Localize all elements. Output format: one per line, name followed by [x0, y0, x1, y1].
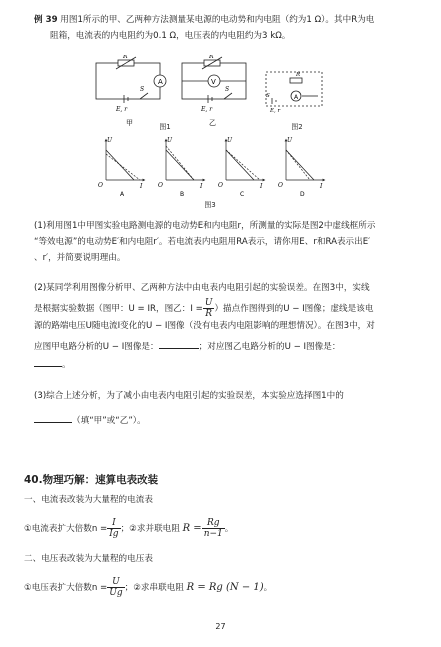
- f2-fraction: [107, 577, 124, 598]
- graph-b-x-label: I: [200, 183, 203, 190]
- section-40-sub2: 二、电压表改装为大量程的电压表: [24, 554, 153, 564]
- section-40-sub1: 一、电流表改装为大量程的电流表: [24, 495, 153, 505]
- f1-num: I: [107, 518, 120, 529]
- q2-line4-b: ；对应图乙电路分析的U − I图像是：: [198, 342, 341, 352]
- q2-line4-a: 应图甲电路分析的U − I图像是：: [34, 342, 159, 352]
- question-1: [34, 220, 429, 268]
- q2-line2-start: 是根据实验数据（图甲：U = IR，图乙：I =: [34, 304, 203, 314]
- example-line1: 用图1所示的甲、乙两种方法测量某电源的电动势和内电阻（约为1 Ω）。其中R为电: [60, 15, 375, 25]
- graph-c: [226, 140, 264, 180]
- f1-den: Ig: [109, 529, 119, 539]
- question-3: [34, 390, 429, 428]
- switch-label: S: [140, 86, 145, 93]
- formula-2: [24, 575, 272, 601]
- q1-line1: (1)利用图1中甲图实验电路测电源的电动势E和内电阻r，所测量的实际是图2中虚线框所示: [34, 221, 376, 231]
- q2-line5-end: 。: [62, 360, 71, 370]
- figure-3-graphs: [96, 136, 336, 198]
- q3-answer-blank[interactable]: [34, 412, 72, 423]
- q1-line3: 、r′，并简要说明理由。: [34, 253, 126, 263]
- circuit-jia: [96, 57, 166, 103]
- figure-2-circuit: [262, 68, 332, 114]
- q2-frac-den: R: [205, 309, 213, 319]
- f1-r-fraction: [202, 518, 225, 539]
- graph-b-y-label: U: [167, 137, 173, 144]
- resistor-label: R: [123, 55, 128, 60]
- question-2: [34, 282, 429, 374]
- section-40-title: 40.物理巧解：速算电表改装: [24, 474, 159, 486]
- f2-R: R = Rg (N − 1): [186, 582, 264, 593]
- f2-part-a: ①电压表扩大倍数n =: [24, 583, 108, 593]
- f1-r-num: Rg: [202, 518, 225, 529]
- graph-d-y-label: U: [287, 137, 293, 144]
- f1-R: R =: [182, 523, 202, 534]
- f1-part-b: ；②求并联电阻: [120, 524, 180, 534]
- graph-d: [286, 140, 324, 180]
- f1-part-c: 。: [224, 524, 234, 534]
- q2-line2-end: ）描点作图得到的U − I图像；虚线是该电: [214, 304, 374, 314]
- jia-label: 甲: [126, 119, 133, 127]
- f2-den: Ug: [109, 588, 123, 598]
- q3-line2: （填“甲”或“乙”）。: [72, 416, 146, 426]
- voltmeter-label: V: [211, 78, 216, 86]
- graph-b-origin: O: [158, 182, 163, 189]
- fig2-switch-label: S: [266, 93, 270, 99]
- graph-d-letter: D: [300, 191, 305, 198]
- switch-label-yi: S: [225, 86, 230, 93]
- graph-b-letter: B: [180, 191, 185, 198]
- graph-a-origin: O: [98, 182, 103, 189]
- f2-part-b: ；②求串联电阻: [124, 583, 184, 593]
- q1-line2: “等效电源”的电动势E′和内电阻r′。若电流表内电阻用RA表示，请你用E、r和RA表示出E′: [34, 237, 371, 247]
- graph-b: [166, 140, 204, 180]
- f1-r-den: n−1: [203, 529, 223, 539]
- figure-2-caption: 图2: [291, 123, 303, 131]
- q2-answer-blank-2[interactable]: [34, 356, 62, 367]
- graph-a: [106, 140, 144, 180]
- f1-part-a: ①电流表扩大倍数n =: [24, 524, 108, 534]
- f2-part-c: 。: [263, 583, 273, 593]
- fig2-ammeter-label: A: [294, 94, 299, 101]
- example-number: 例 39: [34, 15, 58, 25]
- q2-line3: 源的路端电压U随电流I变化的U − I图像（没有电表内电阻影响的理想情况）。在图3中，对: [34, 321, 375, 331]
- q3-line2-wrap: [34, 412, 429, 428]
- figure-1-caption: 图1: [159, 123, 171, 131]
- graph-a-y-label: U: [107, 137, 113, 144]
- yi-label: 乙: [209, 119, 216, 127]
- f2-num: U: [107, 577, 124, 588]
- q2-line1: (2)某同学利用图像分析甲、乙两种方法中由电表内电阻引起的实验误差。在图3中，实线: [34, 283, 370, 293]
- graph-d-origin: O: [278, 182, 283, 189]
- graph-c-origin: O: [218, 182, 223, 189]
- graph-c-letter: C: [240, 191, 245, 198]
- example-header: [34, 14, 424, 27]
- q3-line1: (3)综合上述分析，为了减小由电表内电阻引起的实验误差，本实验应选择图1中的: [34, 391, 344, 401]
- q2-line4: [34, 338, 429, 356]
- graph-a-x-label: I: [140, 183, 143, 190]
- source-label-yi: E, r: [201, 106, 213, 113]
- figure-3-caption: 图3: [204, 201, 216, 209]
- example-line2: 阻箱，电流表的内电阻约为0.1 Ω，电压表的内电阻约为3 kΩ。: [50, 31, 291, 41]
- formula-1: [24, 516, 233, 542]
- source-label: E, r: [116, 106, 128, 113]
- graph-d-x-label: I: [320, 183, 323, 190]
- q2-line2: [34, 298, 429, 320]
- page-number: 27: [215, 622, 226, 631]
- f1-fraction: [107, 518, 120, 539]
- fig2-resistor-label: R: [296, 72, 301, 78]
- q2-answer-blank-1[interactable]: [159, 338, 199, 349]
- fig2-source-label: E, r: [270, 108, 281, 114]
- graph-a-letter: A: [120, 191, 125, 198]
- graph-c-x-label: I: [260, 183, 263, 190]
- graph-c-y-label: U: [227, 137, 233, 144]
- ammeter-label: A: [158, 78, 163, 86]
- resistor-label-yi: R: [209, 55, 214, 60]
- q2-frac-num: U: [204, 298, 213, 308]
- q2-fraction: [203, 298, 215, 319]
- q2-line5: [34, 356, 429, 374]
